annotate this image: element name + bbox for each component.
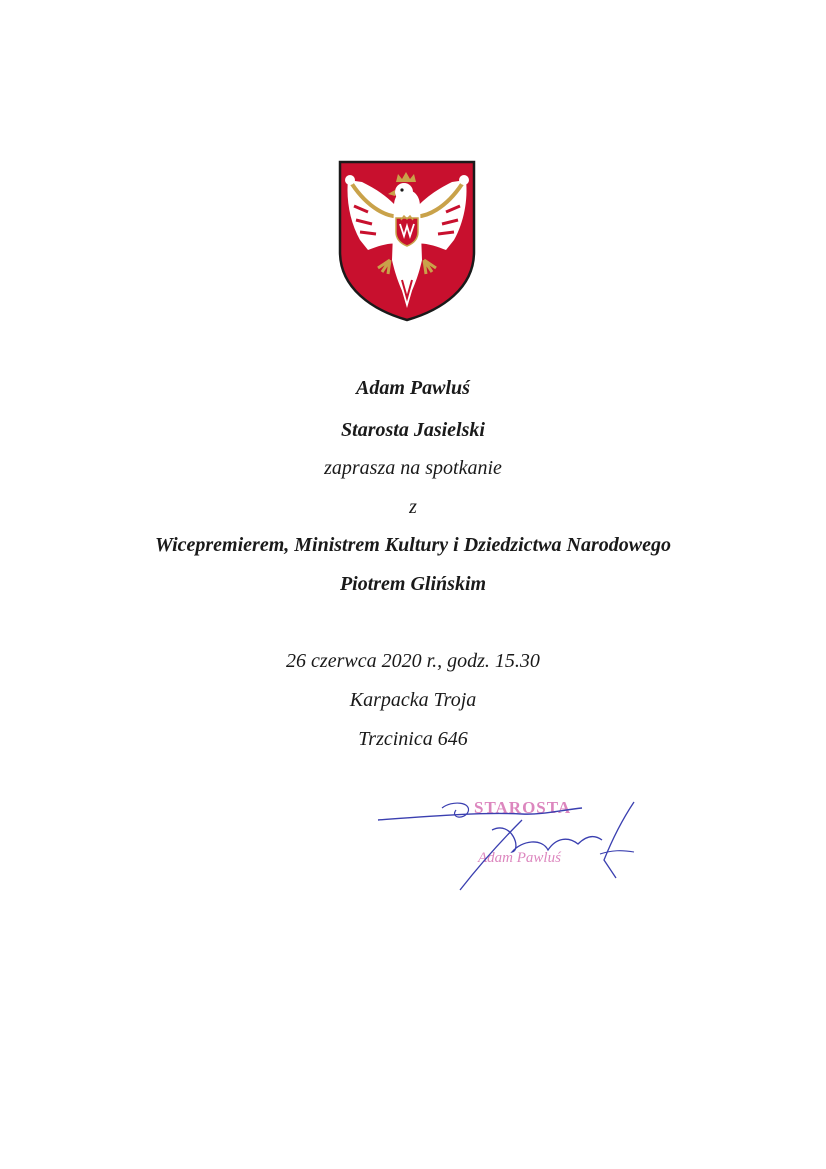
- handwritten-signature: [372, 790, 652, 900]
- event-datetime: 26 czerwca 2020 r., godz. 15.30: [286, 650, 540, 672]
- stamp-title: STAROSTA: [474, 798, 572, 817]
- guest-name: Piotrem Glińskim: [339, 573, 487, 595]
- invitation-with: z: [409, 496, 417, 518]
- event-venue: Karpacka Troja: [349, 689, 477, 711]
- guest-title: Wicepremierem, Ministrem Kultury i Dziedzictwa Narodowego: [155, 534, 671, 556]
- invitation-text: zaprasza na spotkanie: [324, 457, 502, 479]
- host-name: Adam Pawluś: [356, 377, 470, 399]
- coat-of-arms-eagle-icon: [338, 160, 476, 322]
- event-address: Trzcinica 646: [358, 728, 468, 750]
- stamp-name: Adam Pawluś: [478, 850, 561, 866]
- host-title: Starosta Jasielski: [341, 419, 485, 441]
